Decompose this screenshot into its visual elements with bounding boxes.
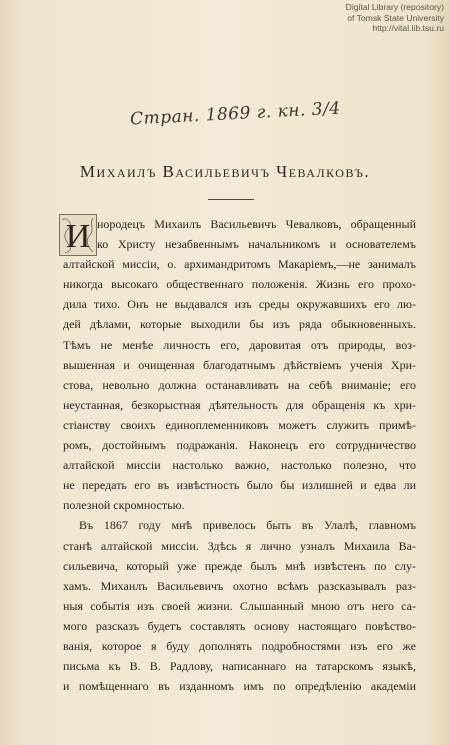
text-line: ныя событія изъ своей жизни. Слышанный мною отъ него са-	[63, 598, 416, 613]
text-line: Въ 1867 году мнѣ привелось быть въ Улалѣ, главномъ	[79, 518, 416, 533]
text-line: сильевича, который уже прежде былъ мнѣ извѣстенъ по слу-	[63, 558, 416, 573]
text-line: и помѣщеннаго въ изданномъ имъ по опредѣленію академіи	[63, 679, 416, 694]
text-line: дей дѣлами, которые выходили бы изъ ряда обыкновенныхъ.	[63, 317, 416, 332]
page-title: Михаилъ Васильевичъ Чевалковъ.	[79, 162, 371, 181]
text-line: алтайской миссіи, о. архимандритомъ Макаріемъ,—не занималъ	[63, 257, 416, 272]
title-divider	[208, 199, 254, 200]
text-line: ко Христу незабвеннымъ начальникомъ и основателемъ	[97, 237, 416, 252]
watermark-line-1: Digital Library (repository)	[345, 2, 444, 12]
text-line: неустанная, безкорыстная дѣятельность для обращенія къ хри-	[63, 397, 416, 412]
text-line: станѣ алтайской миссіи. Здѣсь я лично узналъ Михаила Ва-	[63, 538, 416, 553]
text-line: дила тихо. Онъ не выдавался изъ среды окружавшихъ его лю-	[63, 297, 416, 312]
watermark-link[interactable]: http://vital.lib.tsu.ru	[372, 23, 444, 33]
text-line: нородецъ Михаилъ Васильевичъ Чевалковъ, обращенный	[97, 217, 416, 231]
ornamental-initial-icon	[59, 214, 97, 256]
paragraph	[63, 214, 416, 515]
text-line: ванія, которое я буду дополнять подробностями изъ его же	[63, 638, 416, 653]
text-line: никогда высокаго общественнаго положенія. Жизнь его прохо-	[63, 277, 416, 292]
drop-cap-letter: И	[65, 218, 91, 255]
text-line: вышенная и очищенная благодатнымъ дѣйствіемъ ученія Хри-	[63, 357, 416, 372]
text-line: стова, невольно должна останавливать на себѣ вниманіе; его	[63, 377, 416, 392]
body-text	[63, 214, 416, 696]
drop-cap	[59, 214, 97, 256]
paragraphs	[63, 214, 416, 696]
text-line: алтайской миссіи настолько важно, настолько полезно, что	[63, 458, 416, 473]
text-line: хамъ. Михаилъ Васильевичъ охотно всѣмъ разсказывалъ раз-	[63, 578, 416, 593]
text-line: мого разсказъ будетъ составлять основу настоящаго повѣство-	[63, 618, 416, 633]
handwritten-note: Стран. 1869 г. кн. 3/4	[129, 98, 342, 130]
repository-watermark	[346, 2, 444, 34]
text-line: полезной скромностью.	[63, 498, 185, 513]
paragraph	[63, 515, 416, 696]
watermark-line-2: of Tomsk State University	[347, 12, 444, 23]
text-line: Тѣмъ не менѣе личность его, даровитая отъ природы, воз-	[63, 337, 416, 352]
text-line: ромъ, достойнымъ подражанія. Наконецъ его сотрудничество	[63, 438, 416, 453]
text-line: стіанству своихъ единоплеменниковъ можетъ служить примѣ-	[63, 417, 416, 432]
text-line: письма къ В. В. Радлову, написаннаго на татарскомъ языкѣ,	[63, 659, 416, 674]
text-line: не передать его въ извѣстность было бы излишней и едва ли	[63, 478, 416, 493]
